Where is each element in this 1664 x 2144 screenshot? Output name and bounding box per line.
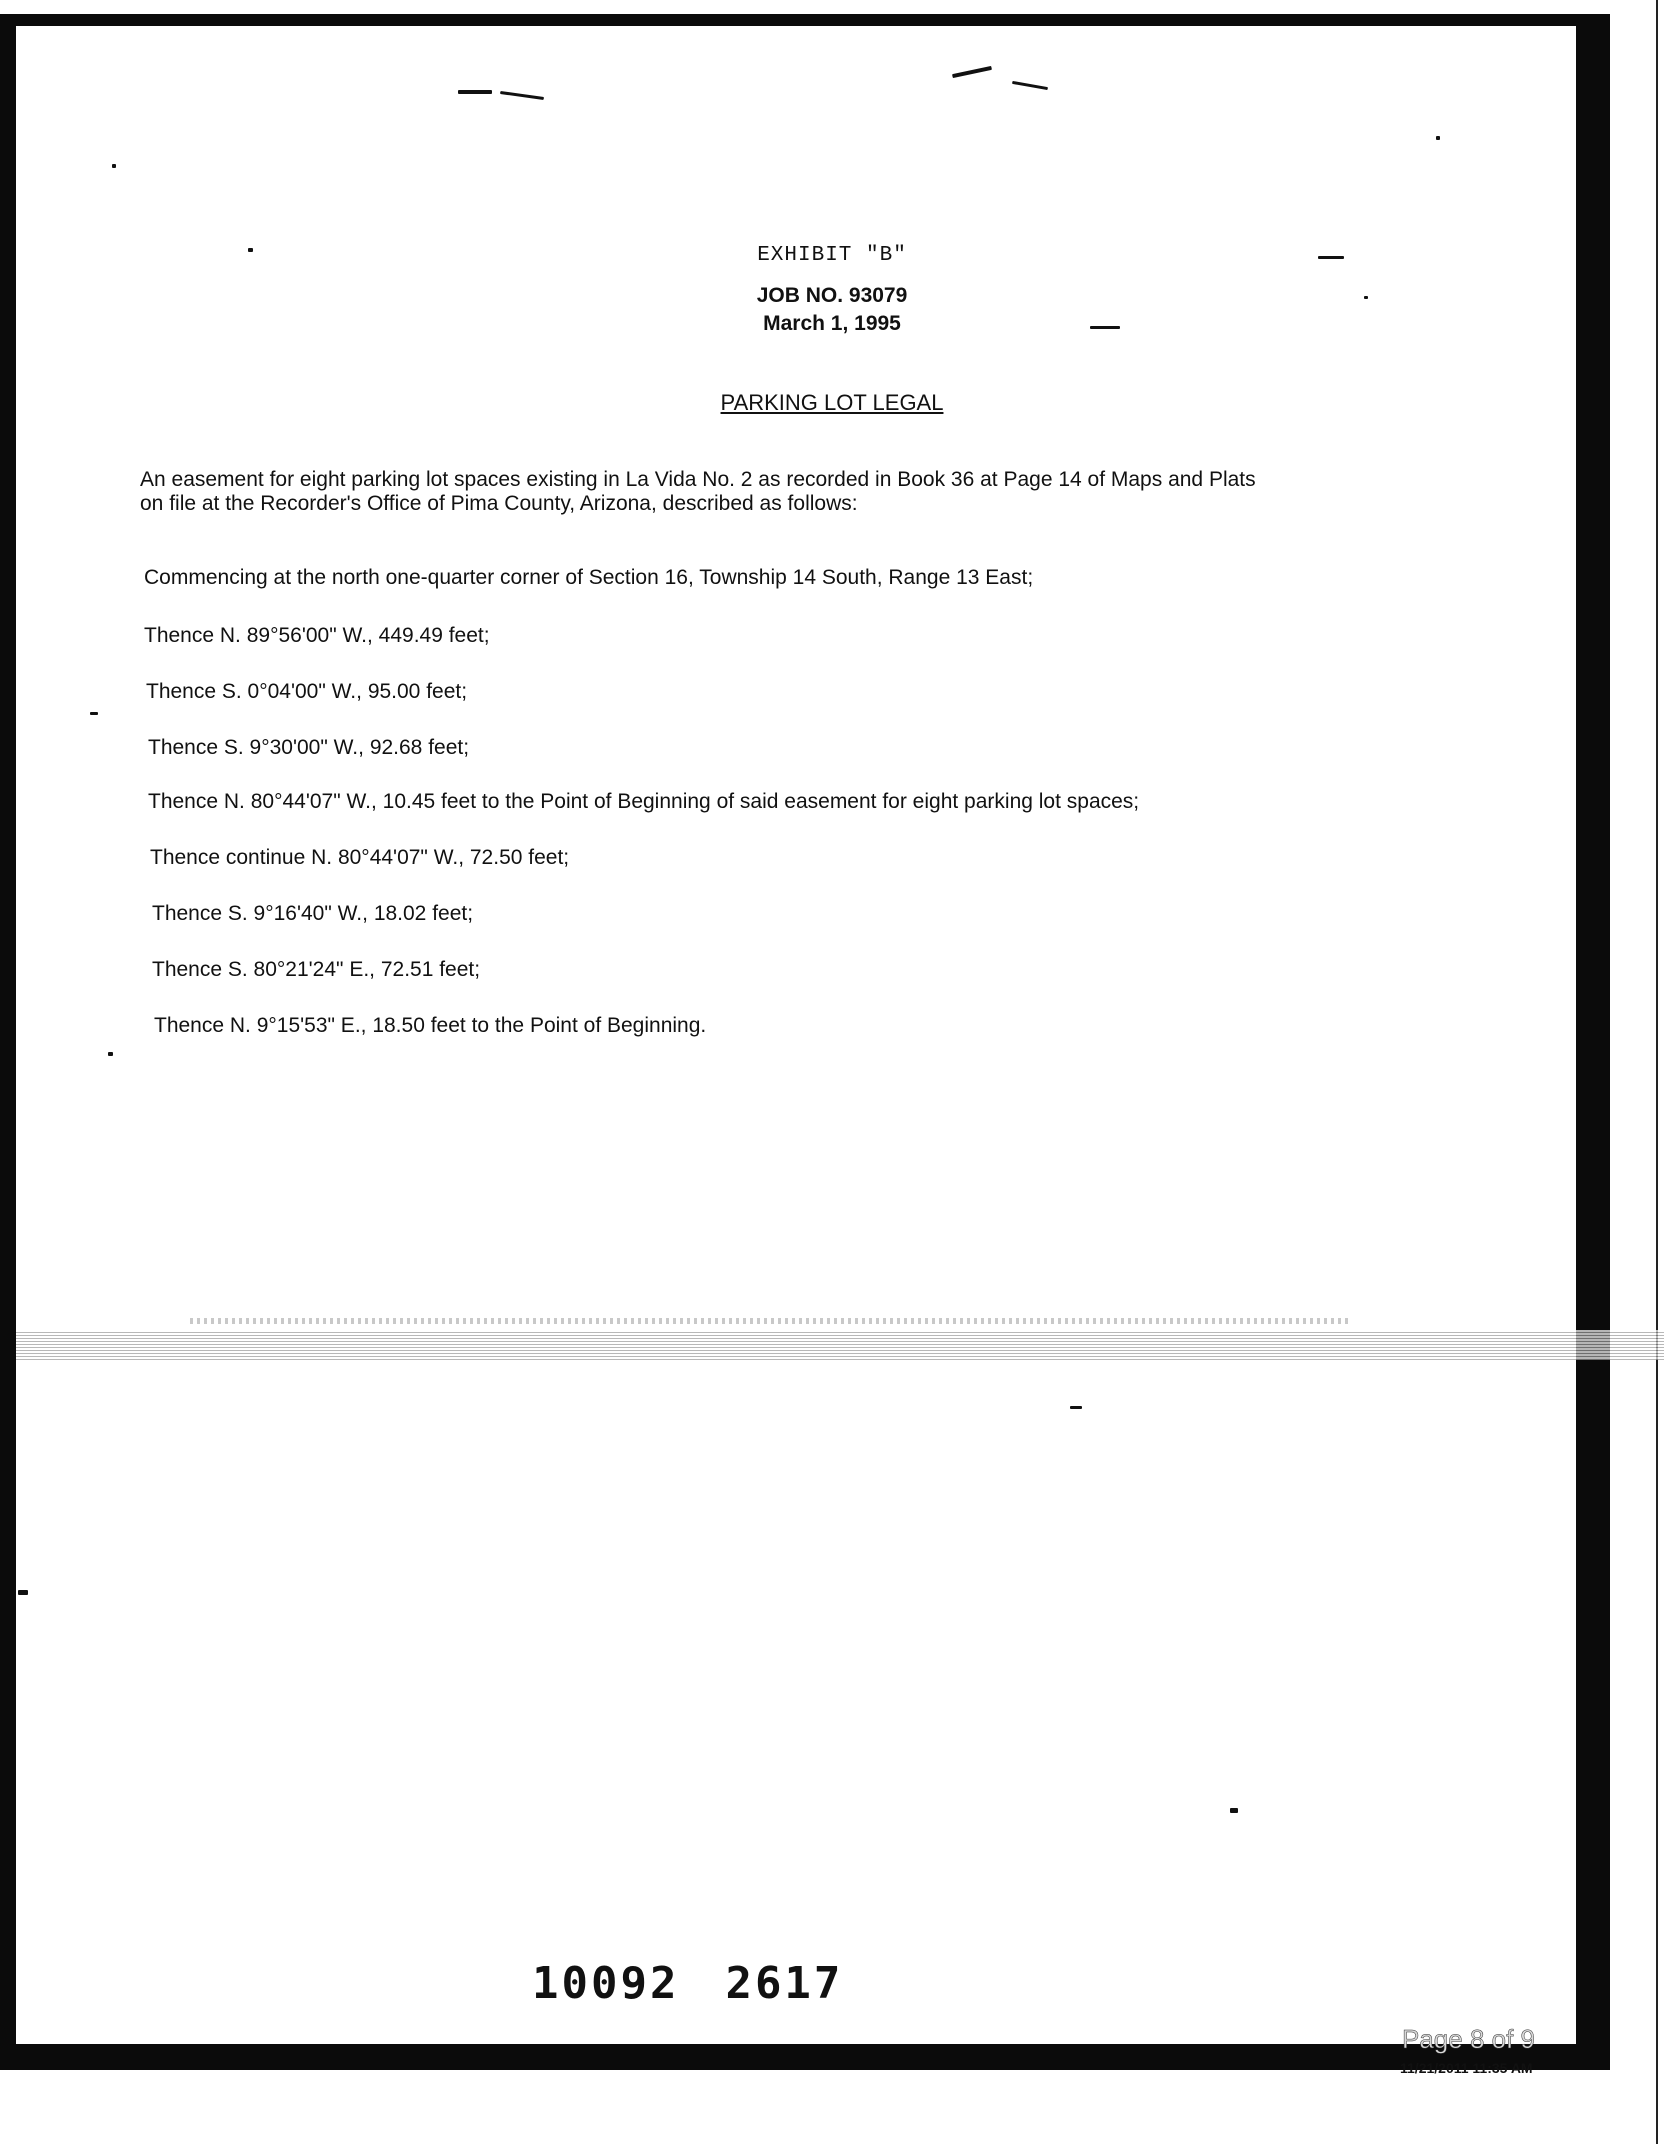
legal-call: Thence S. 80°21'24" E., 72.51 feet; (152, 958, 481, 981)
scan-border-bottom (0, 2044, 1610, 2070)
scan-artifact-band (16, 1330, 1664, 1360)
scan-border-top (0, 14, 1610, 26)
legal-call: Thence N. 89°56'00" W., 449.49 feet; (144, 624, 490, 647)
scan-speck (1436, 136, 1440, 140)
scan-speck (1070, 1406, 1082, 1409)
document-date: March 1, 1995 (763, 312, 901, 335)
job-number: JOB NO. 93079 (756, 284, 908, 307)
legal-call: Thence N. 80°44'07" W., 10.45 feet to the Point of Beginning of said easement for eight parking lot spaces; (148, 790, 1140, 813)
legal-call: Thence S. 0°04'00" W., 95.00 feet; (146, 680, 468, 703)
scan-speck (112, 164, 116, 168)
exhibit-label: EXHIBIT "B" (757, 244, 907, 267)
print-timestamp: 11/21/2011 11:35 AM (1400, 2060, 1533, 2076)
legal-call: Thence S. 9°16'40" W., 18.02 feet; (152, 902, 474, 925)
scan-speck (108, 1052, 113, 1056)
intro-paragraph: An easement for eight parking lot spaces existing in La Vida No. 2 as recorded in Book 36 at Page 14 of Maps and Plats on file at the Recorder's Office of Pima County, Arizona, described as follows: (140, 468, 1256, 515)
scan-speck (952, 66, 992, 78)
scan-speck (90, 712, 98, 715)
legal-call: Thence continue N. 80°44'07" W., 72.50 feet; (150, 846, 570, 869)
legal-call: Thence S. 9°30'00" W., 92.68 feet; (148, 736, 470, 759)
scan-speck (500, 91, 544, 100)
page-number: 2617 (725, 1958, 844, 2009)
docket-number: 10092 (532, 1958, 680, 2009)
scan-speck (18, 1590, 28, 1595)
legal-call: Commencing at the north one-quarter corner of Section 16, Township 14 South, Range 13 East; (144, 566, 1034, 589)
recording-stamp (532, 1958, 843, 2009)
page-counter: Page 8 of 9 (1402, 2024, 1535, 2054)
section-heading: PARKING LOT LEGAL (720, 390, 944, 415)
scan-speck (458, 90, 492, 94)
scan-speck (1012, 81, 1048, 90)
legal-call: Thence N. 9°15'53" E., 18.50 feet to the Point of Beginning. (154, 1014, 707, 1037)
scan-artifact-dots (190, 1318, 1350, 1324)
scan-speck (1230, 1808, 1238, 1813)
